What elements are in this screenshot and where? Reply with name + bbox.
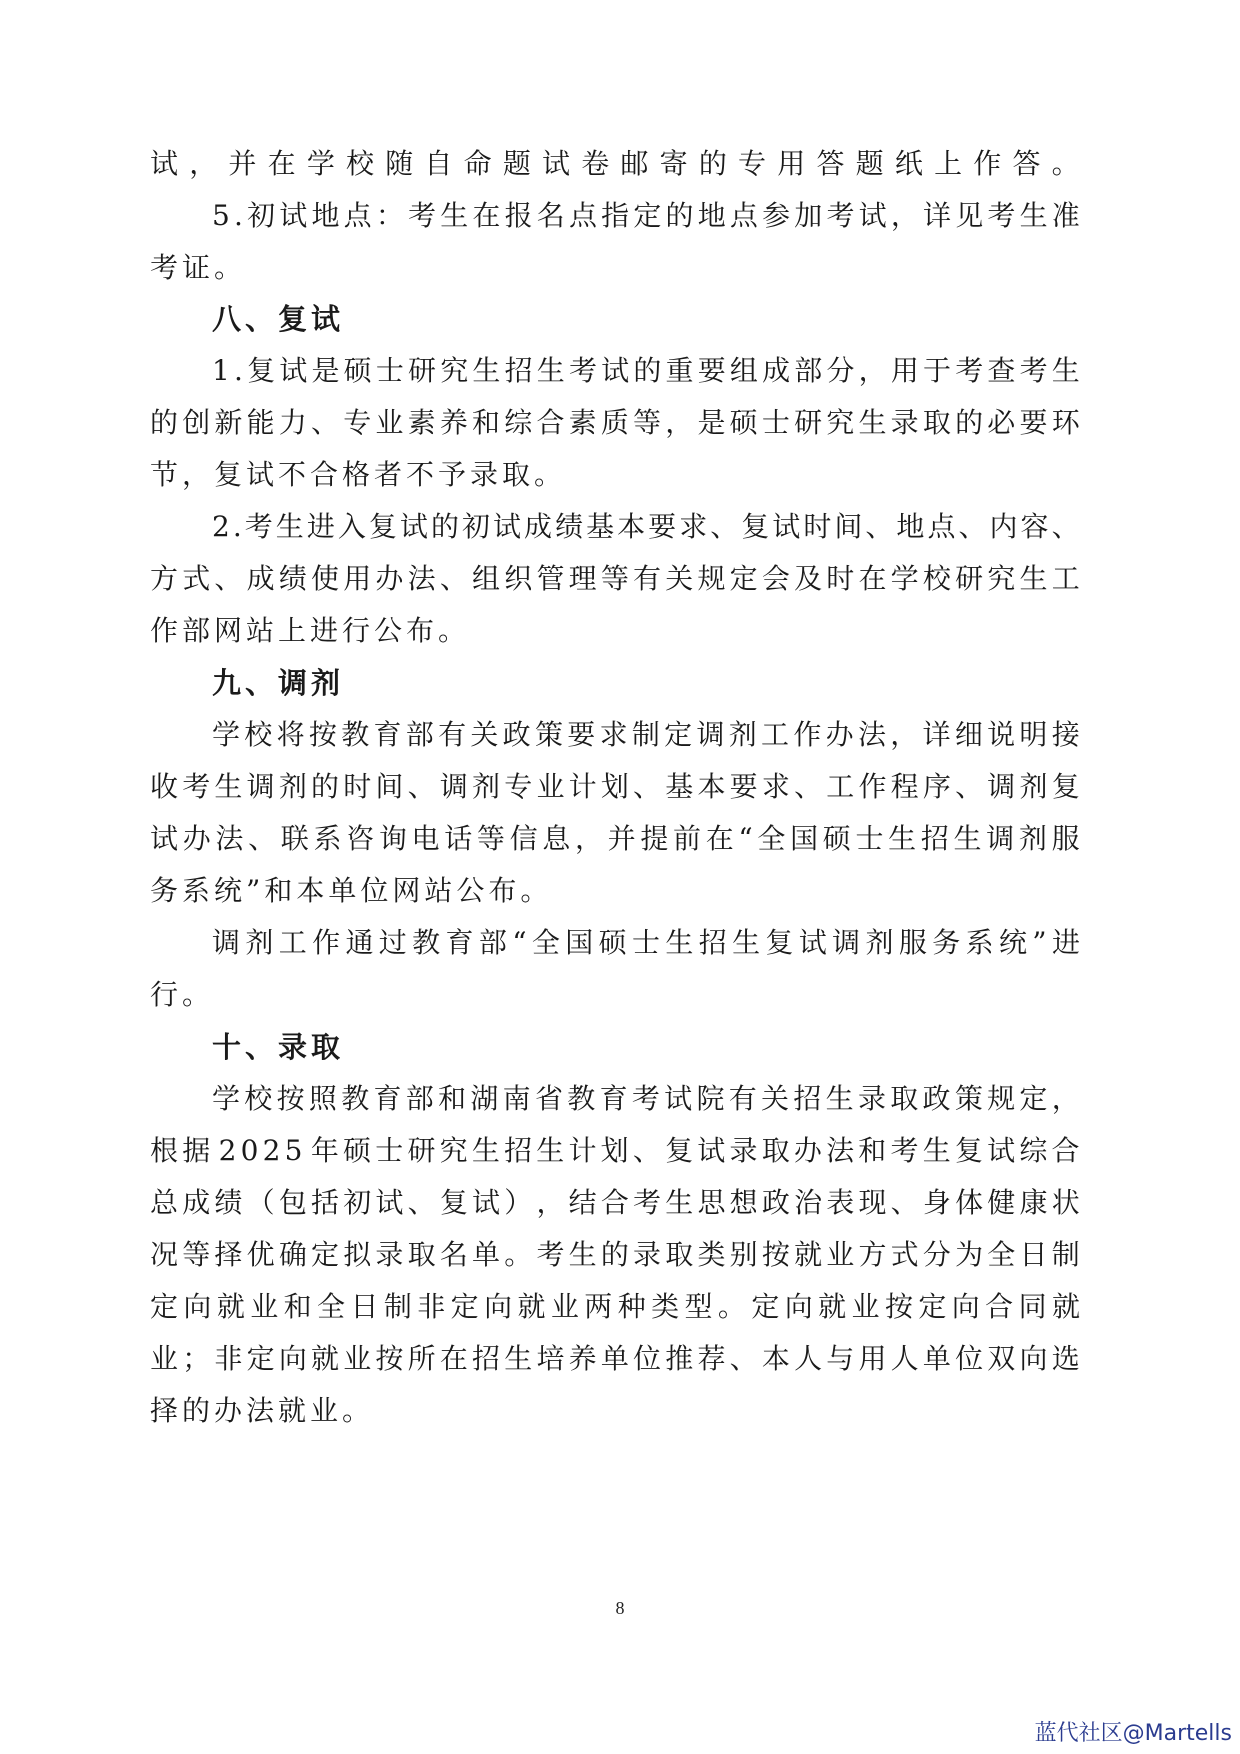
paragraph-line: 学 校 按 照 教 育 部 和 湖 南 省 教 育 考 试 院 有 关 招 生 录 取 政 策 规 定 ， — [212, 1082, 1080, 1115]
section-heading: 八、复试 — [212, 302, 345, 336]
paragraph-line: 1 . 复 试 是 硕 士 研 究 生 招 生 考 试 的 重 要 组 成 部 分 ， 用 于 考 查 考 生 — [212, 354, 1080, 387]
paragraph-line: 试 ， 并 在 学 校 随 自 命 题 试 卷 邮 寄 的 专 用 答 题 纸 上 作 答 。 — [150, 147, 1080, 180]
paragraph-line: 务系统”和本单位网站公布。 — [150, 874, 553, 907]
paragraph-line: 学 校 将 按 教 育 部 有 关 政 策 要 求 制 定 调 剂 工 作 办 法 ， 详 细 说 明 接 — [212, 718, 1080, 751]
paragraph-line: 试 办 法 、 联 系 咨 询 电 话 等 信 息 ， 并 提 前 在 “ 全 国 硕 士 生 招 生 调 剂 服 — [150, 822, 1080, 855]
paragraph-line: 的 创 新 能 力 、 专 业 素 养 和 综 合 素 质 等 ， 是 硕 士 研 究 生 录 取 的 必 要 环 — [150, 406, 1080, 439]
section-heading: 十、录取 — [212, 1030, 345, 1064]
paragraph-line: 调 剂 工 作 通 过 教 育 部 “ 全 国 硕 士 生 招 生 复 试 调 剂 服 务 系 统 ” 进 — [212, 926, 1080, 959]
paragraph-line: 况 等 择 优 确 定 拟 录 取 名 单 。 考 生 的 录 取 类 别 按 就 业 方 式 分 为 全 日 制 — [150, 1238, 1080, 1271]
paragraph-line: 2 . 考 生 进 入 复 试 的 初 试 成 绩 基 本 要 求 、 复 试 时 间 、 地 点 、 内 容 、 — [212, 510, 1080, 543]
watermark: 蓝代社区@Martells — [1034, 1721, 1232, 1746]
paragraph-line: 定 向 就 业 和 全 日 制 非 定 向 就 业 两 种 类 型 。 定 向 就 业 按 定 向 合 同 就 — [150, 1290, 1080, 1323]
paragraph-line: 节，复试不合格者不予录取。 — [150, 458, 567, 491]
paragraph-line: 择的办法就业。 — [150, 1394, 375, 1427]
paragraph-line: 总 成 绩 （ 包 括 初 试 、 复 试 ） ， 结 合 考 生 思 想 政 治 表 现 、 身 体 健 康 状 — [150, 1186, 1080, 1219]
paragraph-line: 5 . 初 试 地 点 ： 考 生 在 报 名 点 指 定 的 地 点 参 加 考 试 ， 详 见 考 生 准 — [212, 199, 1080, 232]
paragraph-line: 收 考 生 调 剂 的 时 间 、 调 剂 专 业 计 划 、 基 本 要 求 、 工 作 程 序 、 调 剂 复 — [150, 770, 1080, 803]
paragraph-line: 方 式 、 成 绩 使 用 办 法 、 组 织 管 理 等 有 关 规 定 会 及 时 在 学 校 研 究 生 工 — [150, 562, 1080, 595]
paragraph-line: 根 据 2 0 2 5 年 硕 士 研 究 生 招 生 计 划 、 复 试 录 取 办 法 和 考 生 复 试 综 合 — [150, 1134, 1080, 1167]
paragraph-line: 业 ； 非 定 向 就 业 按 所 在 招 生 培 养 单 位 推 荐 、 本 人 与 用 人 单 位 双 向 选 — [150, 1342, 1080, 1375]
page-number: 8 — [615, 1598, 625, 1618]
paragraph-line: 行。 — [150, 978, 215, 1011]
paragraph-line: 作部网站上进行公布。 — [150, 614, 471, 647]
paragraph-line: 考证。 — [150, 251, 247, 284]
section-heading: 九、调剂 — [212, 666, 345, 700]
